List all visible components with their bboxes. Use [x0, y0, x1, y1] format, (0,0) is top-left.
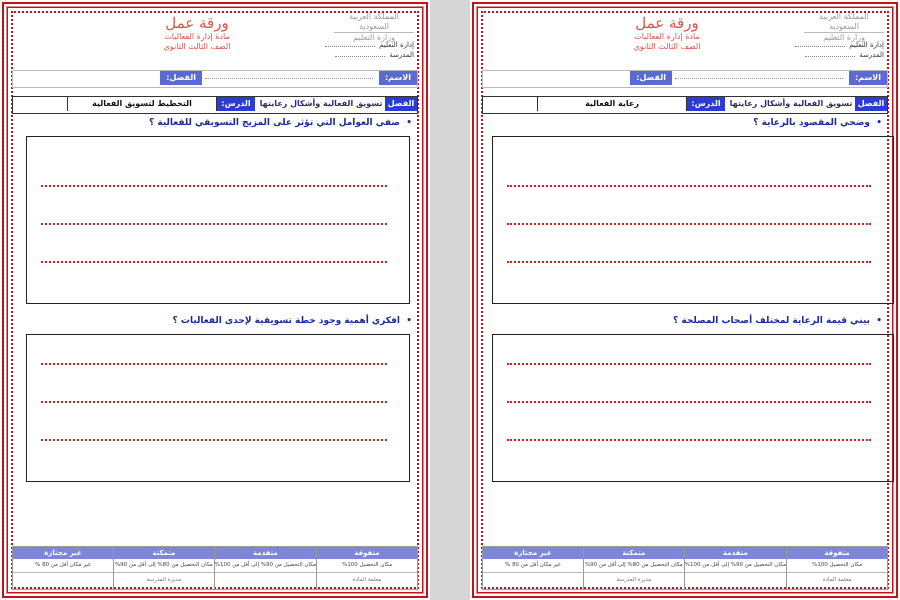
title-main: ورقة عمل [635, 14, 699, 32]
admin-label: إدارة التعليم [379, 41, 414, 49]
school-label: المدرسة [859, 51, 884, 59]
lesson-value: رعاية الفعالية [537, 97, 687, 111]
ministry-logo: المملكة العربية السعودية وزارة التعليم [334, 12, 414, 44]
rubric-descriptor: مكان التحصيل 100% [787, 559, 887, 573]
question-2: • افكري أهمية وجود خطة تسويقية لإحدى الفعاليات ؟ [12, 316, 418, 326]
page-header [12, 10, 418, 68]
title-grade: الصف الثالث الثانوي [633, 42, 701, 51]
rubric-table [482, 546, 888, 590]
question-1: • صفي العوامل التي تؤثر على المزيج التسويقي للفعالية ؟ [12, 118, 418, 128]
unit-value: تسويق الفعالية وأشكال رعايتها [259, 99, 383, 108]
question-2: • بيني قيمة الرعاية لمختلف أصحاب المصلحة ؟ [482, 316, 888, 326]
page-title [592, 14, 742, 52]
answer-box-2[interactable] [26, 334, 410, 482]
page-title [122, 14, 272, 52]
page-header [482, 10, 888, 68]
lesson-value: التخطيط لتسويق الفعالية [67, 97, 217, 111]
rubric-descriptor: مكان التحصيل من 80% إلى أقل من 90% [584, 559, 684, 573]
name-field[interactable] [675, 78, 843, 79]
answer-line [507, 261, 871, 263]
rubric-header: متفوقة [787, 547, 887, 559]
unit-lesson-row [482, 96, 888, 114]
question-1: • وضحي المقصود بالرعاية ؟ [482, 118, 888, 128]
unit-label: الفصل [385, 97, 417, 111]
class-label: الفصل: [630, 71, 672, 85]
name-field[interactable] [205, 78, 373, 79]
unit-label: الفصل [855, 97, 887, 111]
school-label: المدرسة [389, 51, 414, 59]
rubric-descriptor: مكان التحصيل من 80% إلى أقل من 90% [114, 559, 214, 573]
rubric-header: متمكنة [114, 547, 214, 559]
rubric-descriptor: غير مكان أقل من 80 % [483, 559, 583, 573]
worksheet-page-2 [470, 0, 900, 600]
rubric-header: متفوقة [317, 547, 417, 559]
class-label: الفصل: [160, 71, 202, 85]
name-label: الاسم: [379, 71, 417, 85]
answer-line [41, 363, 387, 365]
signature-principal: مديرة المدرسة [146, 577, 182, 583]
student-info-bar [12, 70, 418, 88]
rubric-header: غير مجتازة [13, 547, 113, 559]
rubric-descriptor: غير مكان أقل من 80 % [13, 559, 113, 573]
lesson-label: الدرس: [217, 97, 255, 111]
answer-box-2[interactable] [492, 334, 894, 482]
answer-line [41, 261, 387, 263]
unit-lesson-row [12, 96, 418, 114]
signature-teacher: معلمة المادة [822, 577, 852, 583]
title-subject: مادة إدارة الفعاليات [164, 32, 230, 41]
school-meta [325, 40, 414, 60]
name-label: الاسم: [849, 71, 887, 85]
signature-principal: مديرة المدرسة [616, 577, 652, 583]
answer-line [507, 223, 871, 225]
rubric-header: متمكنة [584, 547, 684, 559]
answer-line [507, 439, 871, 441]
answer-line [507, 401, 871, 403]
rubric-header: متقدمة [685, 547, 786, 559]
school-meta [795, 40, 884, 60]
signature-teacher: معلمة المادة [352, 577, 382, 583]
answer-line [41, 401, 387, 403]
rubric-header: متقدمة [215, 547, 316, 559]
title-grade: الصف الثالث الثانوي [163, 42, 231, 51]
rubric-table [12, 546, 418, 590]
admin-label: إدارة التعليم [849, 41, 884, 49]
answer-line [41, 185, 387, 187]
answer-line [41, 223, 387, 225]
answer-box-1[interactable] [26, 136, 410, 304]
rubric-header: غير مجتازة [483, 547, 583, 559]
student-info-bar [482, 70, 888, 88]
title-subject: مادة إدارة الفعاليات [634, 32, 700, 41]
rubric-descriptor: مكان التحصيل من 90% إلى أقل من 100% [685, 559, 786, 573]
answer-line [507, 185, 871, 187]
lesson-label: الدرس: [687, 97, 725, 111]
worksheet-page-1 [0, 0, 430, 600]
rubric-descriptor: مكان التحصيل من 90% إلى أقل من 100% [215, 559, 316, 573]
answer-box-1[interactable] [492, 136, 894, 304]
answer-line [41, 439, 387, 441]
unit-value: تسويق الفعالية وأشكال رعايتها [729, 99, 853, 108]
answer-line [507, 363, 871, 365]
title-main: ورقة عمل [165, 14, 229, 32]
ministry-logo: المملكة العربية السعودية وزارة التعليم [804, 12, 884, 44]
rubric-descriptor: مكان التحصيل 100% [317, 559, 417, 573]
